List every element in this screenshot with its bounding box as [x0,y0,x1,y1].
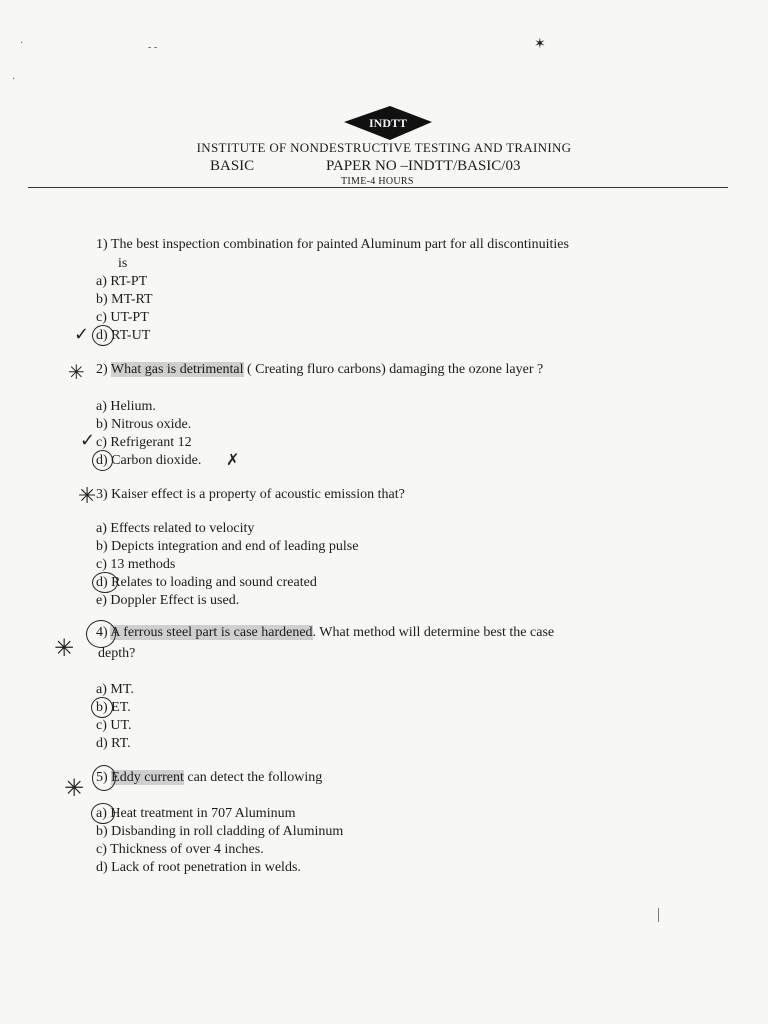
option-5c: c) Thickness of over 4 inches. [96,842,264,857]
option-1d: d) RT-UT [96,328,151,343]
question-text: The best inspection combination for painted Aluminum part for all discontinuities [110,237,569,252]
star-mark-icon: ✳ [54,634,75,662]
star-mark-icon: ✳ [68,360,85,384]
option-2c: c) Refrigerant 12 [96,435,192,450]
option-3e: e) Doppler Effect is used. [96,593,240,608]
question-text: can detect the following [183,770,323,785]
option-3a: a) Effects related to velocity [96,521,255,536]
answer-circle-icon [91,803,115,824]
option-1c: c) UT-PT [96,310,149,325]
exam-level: BASIC [210,158,255,174]
option-2a: a) Helium. [96,399,156,414]
question-number: 1) [96,237,108,252]
question-3 [96,486,405,503]
answer-circle-icon [91,697,113,718]
option-4d: d) RT. [96,736,131,751]
option-3b: b) Depicts integration and end of leading pulse [96,539,359,554]
star-mark-icon: ✳ [78,484,97,509]
option-3d: d) Relates to loading and sound created [96,575,317,590]
exam-time: TIME-4 HOURS [341,176,414,187]
question-highlight: What gas is detrimental [110,362,244,377]
question-highlight: A ferrous steel part is case hardened [110,625,313,640]
question-text: ( Creating fluro carbons) damaging the ozone layer ? [243,362,544,377]
indtt-logo-icon [340,104,436,144]
question-1-continued: is [118,256,128,271]
option-4b: b) ET. [96,700,131,715]
question-text: . What method will determine best the case [312,625,555,640]
option-4c: c) UT. [96,718,132,733]
star-mark-icon: ✳ [64,774,85,802]
question-number: 5) [96,770,108,785]
option-2d: d) Carbon dioxide. [96,453,202,468]
question-number: 4) [96,625,108,640]
option-4a: a) MT. [96,682,134,697]
scan-speck: · [20,38,24,49]
institute-name: INSTITUTE OF NONDESTRUCTIVE TESTING AND TRAINING [196,140,572,155]
scan-speck: - - [148,42,158,53]
answer-circle-icon [92,450,113,471]
header-divider [28,187,728,188]
option-1a: a) RT-PT [96,274,148,289]
margin-mark [658,908,659,922]
cross-mark-icon: ✗ [226,450,240,469]
option-5a: a) Heat treatment in 707 Aluminum [96,806,296,821]
question-1 [96,236,569,253]
question-4 [96,624,554,641]
option-5d: d) Lack of root penetration in welds. [96,860,301,875]
answer-circle-icon [92,572,118,593]
question-2 [96,361,543,378]
question-highlight: Eddy current [111,770,184,785]
logo-text: INDTT [368,116,408,130]
question-5 [96,769,322,786]
checkmark-icon: ✓ [80,430,96,451]
option-5b: b) Disbanding in roll cladding of Aluminum [96,824,344,839]
answer-circle-icon [92,325,114,346]
option-2b: b) Nitrous oxide. [96,417,192,432]
question-circle-icon [92,765,116,791]
paper-number: PAPER NO –INDTT/BASIC/03 [326,158,521,174]
ink-scribble-icon: ✶ [534,36,546,52]
scan-speck: · [12,74,16,85]
question-circle-icon [86,620,116,648]
checkmark-icon: ✓ [74,324,90,345]
question-4-continued: depth? [98,646,136,661]
option-1b: b) MT-RT [96,292,153,307]
question-text: Kaiser effect is a property of acoustic emission that? [111,487,405,502]
question-number: 3) [96,487,108,502]
question-number: 2) [96,362,108,377]
option-3c: c) 13 methods [96,557,176,572]
